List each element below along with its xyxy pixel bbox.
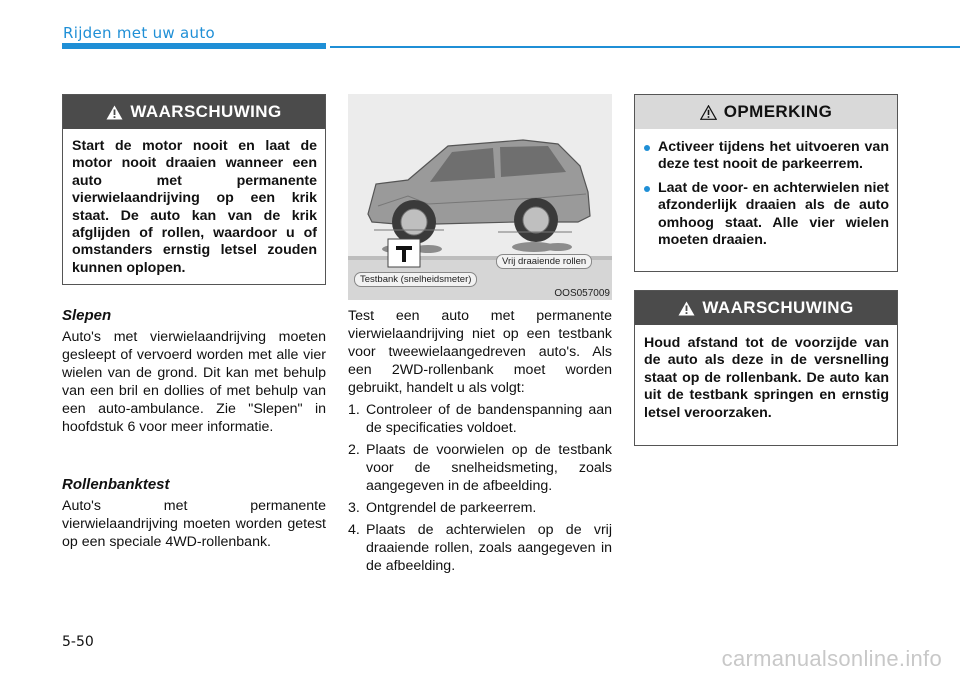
middle-column xyxy=(348,307,612,575)
dynamometer-figure xyxy=(348,94,612,300)
note-heading: OPMERKING xyxy=(723,102,833,121)
step-item: 3. Ontgrendel de parkeerrem. xyxy=(348,500,537,516)
note-body xyxy=(635,129,897,263)
rollenbanktest-text: Auto's met permanente vierwielaandrijving moeten worden getest op een speciale 4WD-rollenbank. xyxy=(62,498,326,550)
warning-box-header xyxy=(63,95,325,129)
warning-heading: WAARSCHUWING xyxy=(130,102,282,121)
note-item: Laat de voor- en achterwielen niet afzonderlijk draaien als de auto omhoog staat. Alle vier wielen moeten draaien. xyxy=(644,180,889,250)
figure-code: OOS057009 xyxy=(554,288,610,299)
warning-box-left xyxy=(62,94,326,285)
warning-body: Start de motor nooit en laat de motor nooit draaien wanneer een auto met permanente vierwielaandrijving op een krik staat. De auto kan van de krik afglijden of rollen, waardoor u of omstanders ernstig letsel zouden kunnen oplopen. xyxy=(72,138,317,276)
caution-triangle-icon xyxy=(700,105,717,120)
slepen-text: Auto's met vierwielaandrijving moeten gesleept of vervoerd worden met alle vier wielen van de grond. Dit kan met behulp van een bril en dollies of met behulp van een auto-ambulance. Zie "Slepen" in hoofdstuk 6 voor meer informatie. xyxy=(62,329,326,435)
step-item: 2. Plaats de voorwielen op de testbank voor de snelheidsmeting, zoals aangegeven in de afbeelding. xyxy=(348,442,612,494)
dynamometer-steps xyxy=(348,401,612,575)
dynamometer-intro: Test een auto met permanente vierwielaandrijving niet op een testbank voor tweewielaangedreven auto's. Als een 2WD-rollenbank moet worden gebruikt, handelt u als volgt: xyxy=(348,308,612,396)
warning-heading: WAARSCHUWING xyxy=(702,298,854,317)
header-rule-thin xyxy=(330,46,960,48)
label-speedometer-bench: Testbank (snelheidsmeter) xyxy=(354,272,477,287)
watermark: carmanualsonline.info xyxy=(721,646,942,671)
header-rule-thick xyxy=(62,43,326,49)
page-number: 5-50 xyxy=(62,634,94,650)
step-item: 4. Plaats de achterwielen op de vrij draaiende rollen, zoals aangegeven in de afbeelding. xyxy=(348,522,612,574)
warning-box-right xyxy=(634,290,898,446)
slepen-title: Slepen xyxy=(62,307,112,324)
label-free-rollers: Vrij draaiende rollen xyxy=(496,254,592,269)
warning-body: Houd afstand tot de voorzijde van de auto als deze in de versnelling staat op de rollenbank. De auto kan uit de testbank springen en ernstig letsel veroorzaken. xyxy=(644,335,889,421)
warning-triangle-icon xyxy=(106,105,123,120)
note-box xyxy=(634,94,898,272)
section-header-title: Rijden met uw auto xyxy=(63,24,215,42)
rollenbanktest-title: Rollenbanktest xyxy=(62,476,170,493)
warning-box-header xyxy=(635,291,897,325)
note-item: Activeer tijdens het uitvoeren van deze test nooit de parkeerrem. xyxy=(644,139,889,174)
step-item: 1. Controleer of de bandenspanning aan de specificaties voldoet. xyxy=(348,402,612,436)
note-box-header xyxy=(635,95,897,129)
warning-triangle-icon xyxy=(678,301,695,316)
car-on-dynamometer-illustration xyxy=(348,94,612,300)
